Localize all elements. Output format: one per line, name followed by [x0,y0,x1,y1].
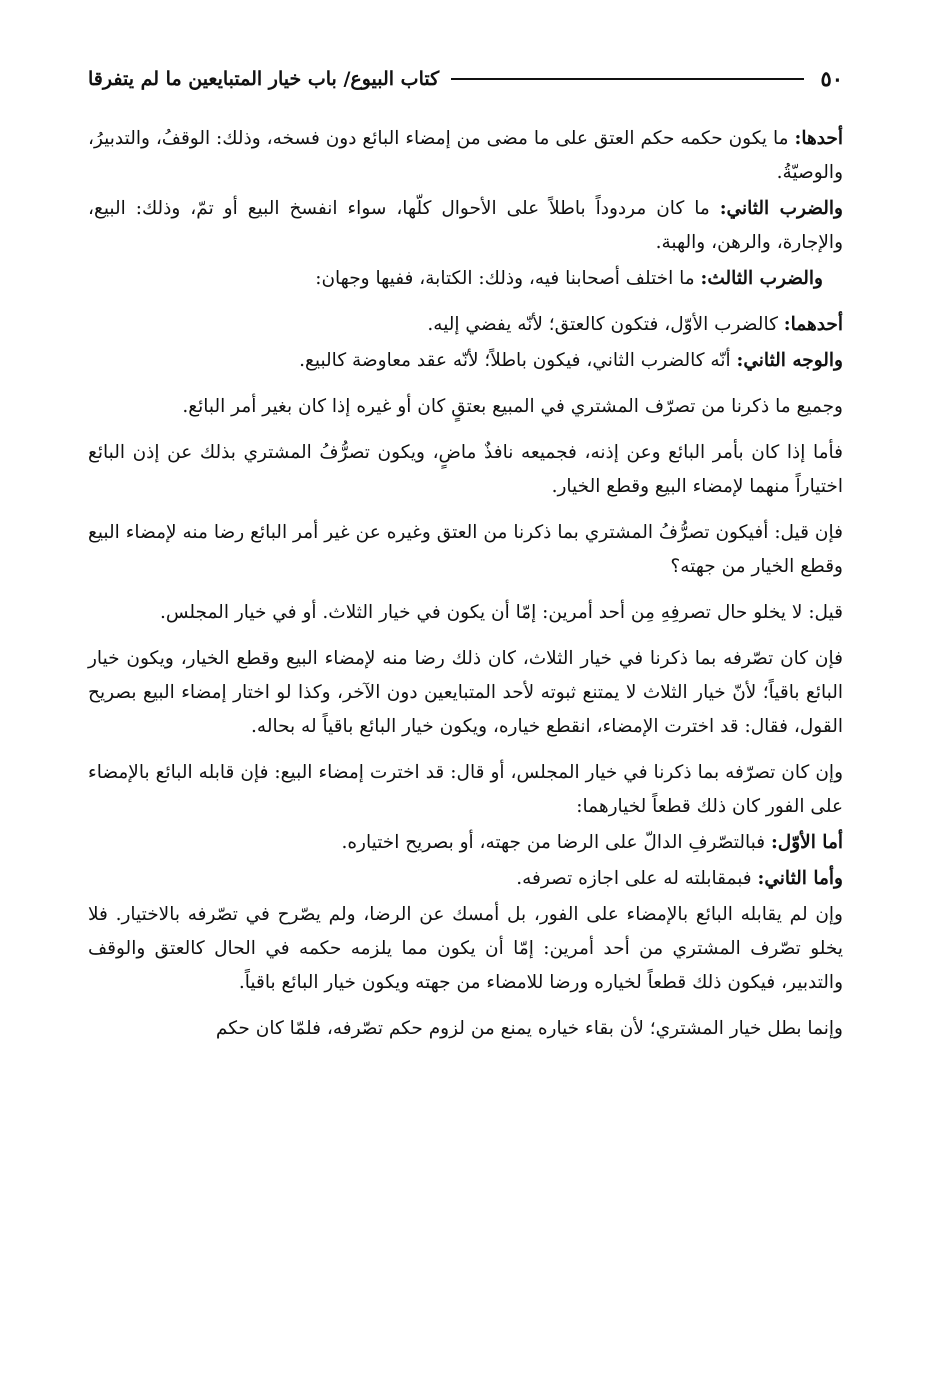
paragraph [88,516,843,584]
paragraph-text: ما اختلف أصحابنا فيه، وذلك: الكتابة، ففيها وجهان: [315,268,701,289]
paragraph-lead: أما الأوّل: [770,832,843,853]
paragraph-text: وإن كان تصرّفه بما ذكرنا في خيار المجلس، أو قال: قد اخترت إمضاء البيع: فإن قابله البائع بالإمضاء على الفور كان ذلك قطعاً لخيارهما: [88,762,843,817]
paragraph-text: فبالتصّرفِ الدالّ على الرضا من جهته، أو بصريح اختياره. [341,832,771,853]
paragraph [88,898,843,1000]
paragraph [88,436,843,504]
paragraph-lead: والضرب الثاني: [719,198,843,219]
paragraph-text: أنّه كالضرب الثاني، فيكون باطلاً؛ لأنّه عقد معاوضة كالبيع. [299,350,737,371]
page-number: ٥٠ [820,66,843,91]
paragraph [88,862,843,896]
paragraph [88,344,843,378]
body-text [88,122,843,1046]
paragraph [88,308,843,342]
paragraph-text: قيل: لا يخلو حال تصرفِهِ مِن أحد أمرين: إمّا أن يكون في خيار الثلاث. أو في خيار المجلس. [159,602,843,623]
paragraph-text: كالضرب الأوّل، فتكون كالعتق؛ لأنّه يفضي إليه. [427,314,784,335]
running-title: كتاب البيوع/ باب خيار المتبايعين ما لم يتفرقا [88,68,440,90]
paragraph-text: وإنما بطل خيار المشتري؛ لأن بقاء خياره يمنع من لزوم حكم تصّرفه، فلمّا كان حكم [215,1018,843,1039]
paragraph-lead: أحدها: [794,128,843,149]
paragraph-text: فإن كان تصّرفه بما ذكرنا في خيار الثلاث، كان ذلك رضا منه لإمضاء البيع وقطع الخيار، ويكون خيار البائع باقياً؛ لأنّ خيار الثلاث لا يمتنع ثبوته لأحد المتبايعين دون الآخر، وكذا لو اختار إمضاء البيع بصريح القول، فقال: قد اخترت الإمضاء، انقطع خياره، ويكون خيار البائع باقياً له بحاله. [88,648,843,737]
page-header [88,64,843,94]
paragraph [88,262,843,296]
paragraph [88,192,843,260]
paragraph [88,596,843,630]
header-rule [451,78,804,80]
paragraph-text: فأما إذا كان بأمر البائع وعن إذنه، فجميعه نافذٌ ماضٍ، ويكون تصرُّفُ المشتري بذلك عن إذن البائع اختياراً منهما لإمضاء البيع وقطع الخيار. [88,442,843,497]
paragraph-text: فإن قيل: أفيكون تصرُّفُ المشتري بما ذكرنا من العتق وغيره عن غير أمر البائع رضا منه لإمضاء البيع وقطع الخيار من جهته؟ [88,522,843,577]
document-page [88,64,843,1058]
paragraph-text: ما كان مردوداً باطلاً على الأحوال كلّها، سواء انفسخ البيع أو تمّ، وذلك: البيع، والإجارة، والرهن، والهبة. [88,198,843,253]
paragraph [88,756,843,824]
paragraph-text: وجميع ما ذكرنا من تصرّف المشتري في المبيع بعتقٍ كان أو غيره إذا كان بغير أمر البائع. [182,396,843,417]
paragraph [88,390,843,424]
paragraph-text: ما يكون حكمه حكم العتق على ما مضى من إمضاء البائع دون فسخه، وذلك: الوقفُ، والتدبيرُ، والوصيّةُ. [88,128,843,183]
paragraph-lead: أحدهما: [783,314,843,335]
paragraph [88,826,843,860]
paragraph [88,122,843,190]
paragraph [88,642,843,744]
paragraph-text: فبمقابلته له على اجازه تصرفه. [516,868,758,889]
paragraph-lead: والضرب الثالث: [700,268,823,289]
paragraph-text: وإن لم يقابله البائع بالإمضاء على الفور، بل أمسك عن الرضا، ولم يصّرح في تصّرفه بالاختيار. فلا يخلو تصّرف المشتري من أحد أمرين: إمّا أن يكون مما يلزمه حكمه في الحال كالعتق والوقف والتدبير، فيكون ذلك قطعاً لخياره ورضا للامضاء من جهته ويكون خيار البائع باقياً. [88,904,843,993]
paragraph [88,1012,843,1046]
paragraph-lead: وأما الثاني: [757,868,843,889]
paragraph-lead: والوجه الثاني: [736,350,843,371]
